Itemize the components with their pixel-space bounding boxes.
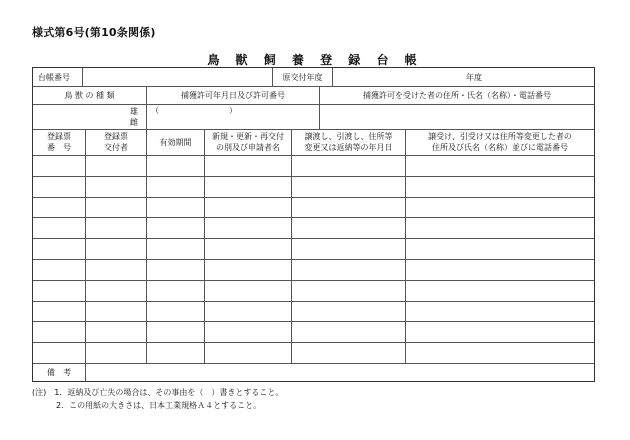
reg-number-cell[interactable] (33, 301, 86, 322)
column-header-row (33, 129, 594, 156)
receiver-cell[interactable] (406, 197, 594, 218)
transfer-date-cell[interactable] (292, 176, 406, 197)
issuer-cell[interactable] (86, 238, 147, 259)
validity-cell[interactable] (147, 280, 205, 301)
application-type-cell[interactable] (205, 342, 292, 363)
transfer-date-header-line1: 譲渡し、引渡し、住所等 (304, 132, 393, 141)
receiver-cell[interactable] (406, 238, 594, 259)
table-row (33, 155, 594, 177)
application-type-cell[interactable] (205, 259, 292, 280)
application-type-header-line2: の別及び申請者名 (216, 143, 280, 152)
validity-header (147, 129, 205, 155)
remarks-value[interactable] (86, 363, 594, 382)
transfer-date-cell[interactable] (292, 217, 406, 238)
validity-cell[interactable] (147, 238, 205, 259)
table-row (33, 321, 594, 343)
application-type-cell[interactable] (205, 238, 292, 259)
reg-number-header (33, 129, 86, 155)
sex-entry-row (33, 104, 594, 130)
application-type-cell[interactable] (205, 155, 292, 176)
paren-entry-cell (147, 104, 320, 129)
transfer-date-cell[interactable] (292, 280, 406, 301)
receiver-cell[interactable] (406, 259, 594, 280)
permittee-label: 捕獲許可を受けた者の住所・氏名（名称）・電話番号 (363, 90, 551, 100)
application-type-cell[interactable] (205, 217, 292, 238)
application-type-cell[interactable] (205, 321, 292, 342)
receiver-cell[interactable] (406, 155, 594, 176)
paren-open: （ (151, 106, 159, 115)
ledger-number-label: 台帳番号 (33, 68, 83, 86)
original-issue-year-label: 原交付年度 (273, 68, 333, 86)
table-row (33, 238, 594, 260)
validity-cell[interactable] (147, 217, 205, 238)
validity-cell[interactable] (147, 176, 205, 197)
validity-cell[interactable] (147, 321, 205, 342)
form-number: 様式第6号(第10条関係) (32, 26, 156, 39)
table-row (33, 176, 594, 198)
species-label: 鳥 獣 の 種 類 (33, 86, 147, 104)
transfer-date-header-line2: 変更又は返納等の年月日 (304, 143, 393, 152)
receiver-cell[interactable] (406, 342, 594, 363)
transfer-date-cell[interactable] (292, 197, 406, 218)
transfer-date-cell[interactable] (292, 301, 406, 322)
sex-cell (33, 104, 147, 129)
issuer-cell[interactable] (86, 176, 147, 197)
issuer-cell[interactable] (86, 321, 147, 342)
reg-number-cell[interactable] (33, 197, 86, 218)
reg-number-cell[interactable] (33, 176, 86, 197)
reg-number-header-line2: 番 号 (47, 143, 71, 152)
issuer-header-line1: 登録票 (104, 132, 128, 141)
receiver-cell[interactable] (406, 280, 594, 301)
application-type-cell[interactable] (205, 280, 292, 301)
application-type-cell[interactable] (205, 301, 292, 322)
application-type-header-line1: 新規・更新・再交付 (212, 132, 284, 141)
validity-cell[interactable] (147, 155, 205, 176)
validity-cell[interactable] (147, 301, 205, 322)
receiver-cell[interactable] (406, 301, 594, 322)
permit-date-number-label: 捕獲許可年月日及び許可番号 (147, 86, 320, 104)
table-row (33, 280, 594, 302)
remarks-row (33, 363, 594, 382)
transfer-date-cell[interactable] (292, 342, 406, 363)
receiver-header (406, 129, 594, 155)
receiver-cell[interactable] (406, 217, 594, 238)
table-row (33, 259, 594, 281)
issuer-header (86, 129, 147, 155)
reg-number-cell[interactable] (33, 259, 86, 280)
ledger-info-row (33, 68, 594, 87)
reg-number-cell[interactable] (33, 280, 86, 301)
reg-number-cell[interactable] (33, 217, 86, 238)
document-title: 鳥 獣 飼 養 登 録 台 帳 (207, 53, 423, 67)
table-row (33, 301, 594, 323)
table-row (33, 197, 594, 219)
issuer-header-line2: 交付者 (104, 143, 128, 152)
application-type-header (205, 129, 292, 155)
ledger-number-value (83, 68, 273, 86)
issuer-cell[interactable] (86, 280, 147, 301)
issuer-cell[interactable] (86, 301, 147, 322)
transfer-date-cell[interactable] (292, 259, 406, 280)
registration-ledger-table (32, 67, 595, 382)
issuer-cell[interactable] (86, 342, 147, 363)
reg-number-cell[interactable] (33, 321, 86, 342)
issuer-cell[interactable] (86, 217, 147, 238)
transfer-date-cell[interactable] (292, 238, 406, 259)
transfer-date-cell[interactable] (292, 321, 406, 342)
reg-number-cell[interactable] (33, 238, 86, 259)
reg-number-cell[interactable] (33, 342, 86, 363)
validity-cell[interactable] (147, 259, 205, 280)
application-type-cell[interactable] (205, 197, 292, 218)
species-permit-row (33, 86, 594, 105)
transfer-date-cell[interactable] (292, 155, 406, 176)
sex-female-label: 雌 (130, 117, 138, 127)
fiscal-year-label (333, 68, 594, 86)
validity-cell[interactable] (147, 197, 205, 218)
issuer-cell[interactable] (86, 259, 147, 280)
remarks-label: 備 考 (33, 363, 86, 382)
application-type-cell[interactable] (205, 176, 292, 197)
validity-cell[interactable] (147, 342, 205, 363)
reg-number-cell[interactable] (33, 155, 86, 176)
receiver-cell[interactable] (406, 176, 594, 197)
paren-close: ） (229, 106, 237, 115)
sex-male-label: 雄 (130, 106, 138, 116)
validity-header-text: 有効期間 (159, 137, 192, 147)
receiver-header-line2: 住所及び氏名（名称）並びに電話番号 (432, 143, 568, 152)
footnote-2: 2．この用紙の大きさは、日本工業規格Ａ４とすること。 (56, 401, 262, 410)
receiver-cell[interactable] (406, 321, 594, 342)
table-row (33, 342, 594, 364)
footnote-1: (注) 1．返納及び亡失の場合は、その事由を（ ）書きとすること。 (32, 388, 284, 397)
table-row (33, 217, 594, 239)
reg-number-header-line1: 登録票 (47, 132, 71, 141)
receiver-header-line1: 譲受け、引受け又は住所等変更した者の (428, 132, 572, 141)
issuer-cell[interactable] (86, 197, 147, 218)
transfer-date-header (292, 129, 406, 155)
fiscal-year-text: 年度 (466, 72, 482, 82)
permittee-value (320, 104, 594, 129)
footnotes (32, 386, 283, 412)
issuer-cell[interactable] (86, 155, 147, 176)
